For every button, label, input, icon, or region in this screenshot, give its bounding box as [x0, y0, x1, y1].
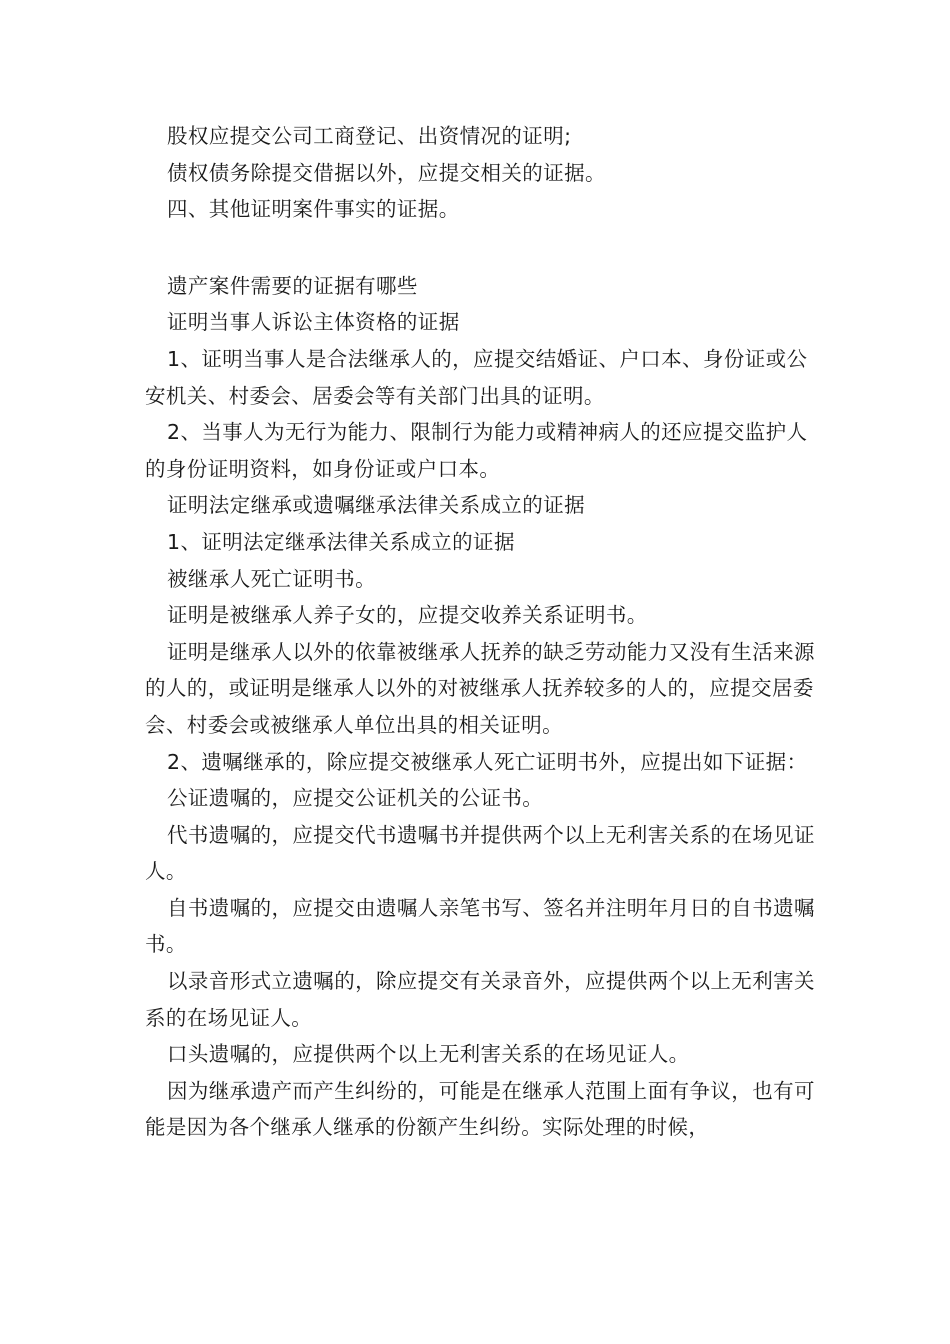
- section-heading: 遗产案件需要的证据有哪些: [167, 273, 418, 298]
- paragraph: 1、证明当事人是合法继承人的，应提交结婚证、户口本、身份证或公安机关、村委会、居委会等有关部门出具的证明。: [145, 346, 808, 408]
- paragraph: 四、其他证明案件事实的证据。: [167, 197, 460, 222]
- paragraph: 因为继承遗产而产生纠纷的，可能是在继承人范围上面有争议，也有可能是因为各个继承人继承的份额产生纠纷。实际处理的时候，: [145, 1078, 815, 1140]
- paragraph: 被继承人死亡证明书。: [167, 566, 376, 591]
- paragraph: 2、当事人为无行为能力、限制行为能力或精神病人的还应提交监护人的身份证明资料，如身份证或户口本。: [145, 420, 808, 481]
- paragraph: 公证遗嘱的，应提交公证机关的公证书。: [167, 786, 544, 811]
- paragraph: 债权债务除提交借据以外，应提交相关的证据。: [167, 160, 606, 185]
- document-body: [145, 118, 815, 1146]
- paragraph: 证明是继承人以外的依靠被继承人抚养的缺乏劳动能力又没有生活来源的人的，或证明是继承人以外的对被继承人抚养较多的人的，应提交居委会、村委会或被继承人单位出具的相关证明。: [145, 639, 815, 737]
- paragraph: 2、遗嘱继承的，除应提交被继承人死亡证明书外，应提出如下证据：: [167, 749, 808, 774]
- paragraph: 证明法定继承或遗嘱继承法律关系成立的证据: [167, 493, 585, 518]
- paragraph: 证明是被继承人养子女的，应提交收养关系证明书。: [167, 603, 648, 628]
- paragraph: 证明当事人诉讼主体资格的证据: [167, 310, 460, 335]
- paragraph: 以录音形式立遗嘱的，除应提交有关录音外，应提供两个以上无利害关系的在场见证人。: [145, 969, 815, 1030]
- paragraph: 代书遗嘱的，应提交代书遗嘱书并提供两个以上无利害关系的在场见证人。: [145, 822, 815, 884]
- paragraph: 1、证明法定继承法律关系成立的证据: [167, 529, 515, 554]
- paragraph: 自书遗嘱的，应提交由遗嘱人亲笔书写、签名并注明年月日的自书遗嘱书。: [145, 895, 815, 957]
- paragraph: 股权应提交公司工商登记、出资情况的证明;: [167, 124, 572, 148]
- paragraph: 口头遗嘱的，应提供两个以上无利害关系的在场见证人。: [167, 1042, 690, 1067]
